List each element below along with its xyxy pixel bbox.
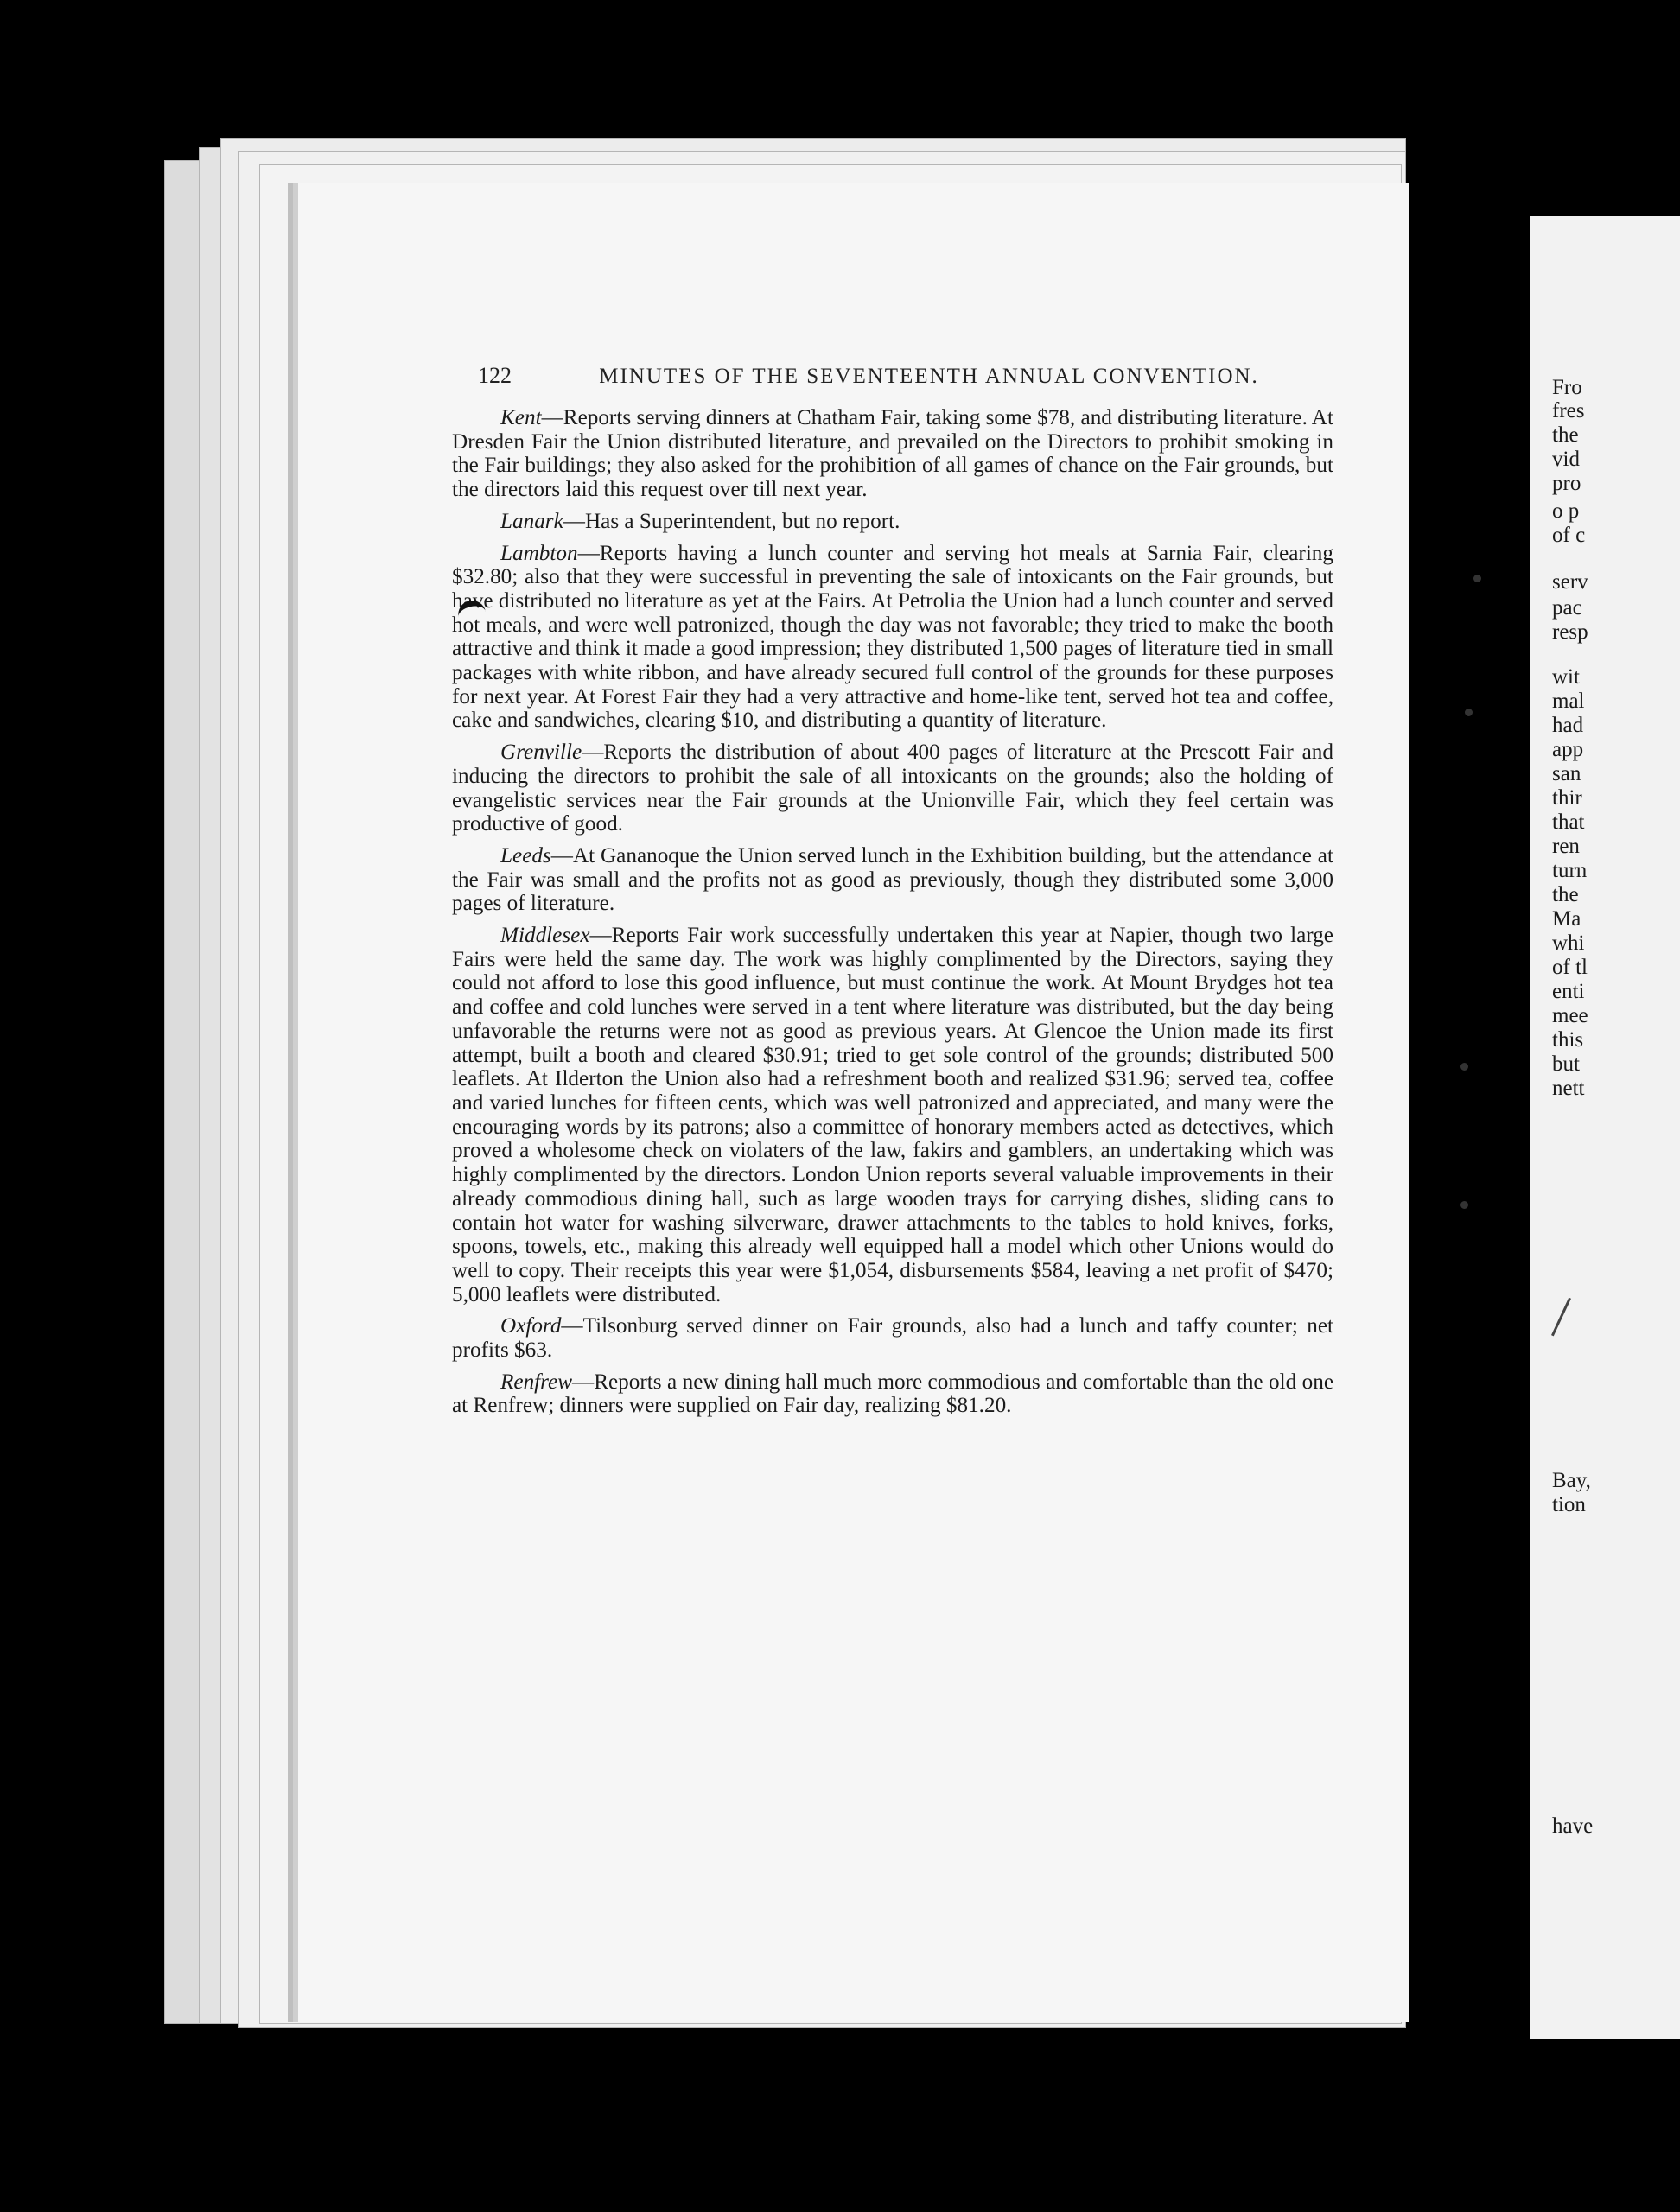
county-report-middlesex	[452, 924, 1333, 1306]
page-number: 122	[478, 363, 512, 388]
county-report-leeds	[452, 844, 1333, 916]
facing-page-fragment: nett	[1552, 1077, 1585, 1100]
county-name: Grenville	[500, 741, 582, 765]
facing-page-fragment: enti	[1552, 980, 1585, 1003]
facing-page-fragment: san	[1552, 762, 1581, 785]
facing-page-fragment: Bay,	[1552, 1469, 1591, 1492]
running-header	[478, 363, 1259, 389]
county-name: Lambton	[500, 541, 578, 565]
facing-page-fragment: Ma	[1552, 907, 1581, 931]
county-report-oxford	[452, 1314, 1333, 1362]
county-name: Renfrew	[500, 1370, 573, 1394]
facing-page-fragment: have	[1552, 1815, 1594, 1838]
county-name: Leeds	[500, 843, 551, 868]
scan-speck	[1460, 1201, 1468, 1209]
facing-page-fragment: but	[1552, 1052, 1580, 1076]
facing-page-fragment: resp	[1552, 620, 1588, 644]
scan-speck	[1460, 1063, 1468, 1071]
body-text	[452, 406, 1333, 1426]
facing-page-fragment: pac	[1552, 596, 1582, 620]
facing-page-fragment: mee	[1552, 1004, 1588, 1027]
facing-page-fragment: of c	[1552, 524, 1586, 547]
report-text: —At Gananoque the Union served lunch in the Exhibition building, but the attendance at the Fair was small and the profits not as good as previously, though they distributed some 3,000 pages of literature.	[452, 843, 1333, 916]
scan-speck	[1473, 575, 1481, 582]
facing-page-fragment: of tl	[1552, 956, 1588, 979]
facing-page-fragment: had	[1552, 714, 1584, 737]
county-name: Kent	[500, 406, 542, 429]
report-text: —Reports the distribution of about 400 pages of literature at the Prescott Fair and inducing the directors to prohibit the sale of all intoxicants on the grounds; also the holding of evangelistic services near the Fair grounds at the Unionville Fair, which they feel certain was productive of good.	[452, 741, 1333, 836]
report-text: —Reports serving dinners at Chatham Fair, taking some $78, and distributing literature. At Dresden Fair the Union distributed literature, and prevailed on the Directors to prohibit smoking in the Fair buildings; they also asked for the prohibition of all games of chance on the Fair grounds, but the directors laid this request over till next year.	[452, 406, 1333, 502]
report-text: —Has a Superintendent, but no report.	[563, 509, 900, 533]
facing-page-fragment: mal	[1552, 690, 1585, 713]
facing-page-fragment: wit	[1552, 665, 1580, 689]
facing-page-fragment: pro	[1552, 472, 1581, 495]
facing-page-fragment: the	[1552, 423, 1579, 447]
facing-page-fragment: Fro	[1552, 376, 1582, 399]
county-name: Middlesex	[500, 924, 590, 948]
facing-page-fragment: serv	[1552, 570, 1588, 594]
county-name: Oxford	[500, 1314, 562, 1338]
county-report-grenville	[452, 741, 1333, 836]
facing-page-fragment: thir	[1552, 786, 1582, 810]
document-page	[298, 183, 1409, 2022]
facing-page-fragment: o p	[1552, 499, 1580, 523]
county-report-lambton	[452, 542, 1333, 734]
report-text: —Tilsonburg served dinner on Fair grounds, also had a lunch and taffy counter; net profits $63.	[452, 1314, 1333, 1363]
facing-page-fragment: app	[1552, 738, 1584, 761]
county-report-renfrew	[452, 1370, 1333, 1418]
facing-page-fragment: vid	[1552, 448, 1580, 471]
county-report-lanark	[452, 510, 1333, 534]
county-report-kent	[452, 406, 1333, 502]
facing-page-fragment: the	[1552, 883, 1579, 906]
facing-page-fragment: fres	[1552, 399, 1585, 423]
facing-page-fragment: tion	[1552, 1493, 1586, 1516]
report-text: —Reports having a lunch counter and serving hot meals at Sarnia Fair, clearing $32.80; also that they were successful in preventing the sale of intoxicants on the Fair grounds, but have distributed no literature as yet at the Fairs. At Petrolia the Union had a lunch counter and served hot meals, and were well patronized, though the day was not favorable; they tried to make the booth attractive and think it made a good impression; they distributed 1,500 pages of literature tied in small packages with white ribbon, and have already secured full control of the grounds for these purposes for next year. At Forest Fair they had a very attractive and home-like tent, served hot tea and coffee, cake and sandwiches, clearing $10, and distributing a quantity of literature.	[452, 541, 1333, 733]
county-name: Lanark	[500, 509, 563, 533]
scan-speck	[1465, 709, 1473, 716]
facing-page-fragment: that	[1552, 810, 1585, 834]
facing-page-fragment: turn	[1552, 859, 1588, 882]
facing-page	[1530, 216, 1680, 2039]
header-title: MINUTES OF THE SEVENTEENTH ANNUAL CONVENTION.	[599, 365, 1259, 388]
report-text: —Reports Fair work successfully undertaken this year at Napier, though two large Fairs were held the same day. The work was highly complimented by the Directors, saying they could not afford to lose this good influence, but must continue the work. At Mount Brydges hot tea and coffee and cold lunches were served in a tent where literature was distributed, but the day being unfavorable the returns were not as good as previous years. At Glencoe the Union made its first attempt, built a booth and cleared $30.91; tried to get sole control of the grounds; distributed 500 leaflets. At Ilderton the Union also had a refreshment booth and realized $31.96; served tea, coffee and varied lunches for fifteen cents, which was well patronized and appreciated, and many were the encouraging words by its patrons; also a committee of honorary members acted as detectives, which proved a wholesome check on violaters of the law, fakirs and gamblers, an undertaking which was highly complimented by the directors. London Union reports several valuable improvements in their already commodious dining hall, such as large wooden trays for carrying dishes, sliding cans to contain hot water for washing silverware, drawer attachments to the tables to hold knives, forks, spoons, towels, etc., making this already well equipped hall a model which other Unions would do well to copy. Their receipts this year were $1,054, disbursements $584, leaving a net profit of $470; 5,000 leaflets were distributed.	[452, 924, 1333, 1306]
report-text: —Reports a new dining hall much more commodious and comfortable than the old one at Renfrew; dinners were supplied on Fair day, realizing $81.20.	[452, 1370, 1333, 1418]
facing-page-fragment: whi	[1552, 931, 1585, 955]
facing-page-fragment: ren	[1552, 835, 1580, 858]
facing-page-fragment: this	[1552, 1028, 1584, 1052]
